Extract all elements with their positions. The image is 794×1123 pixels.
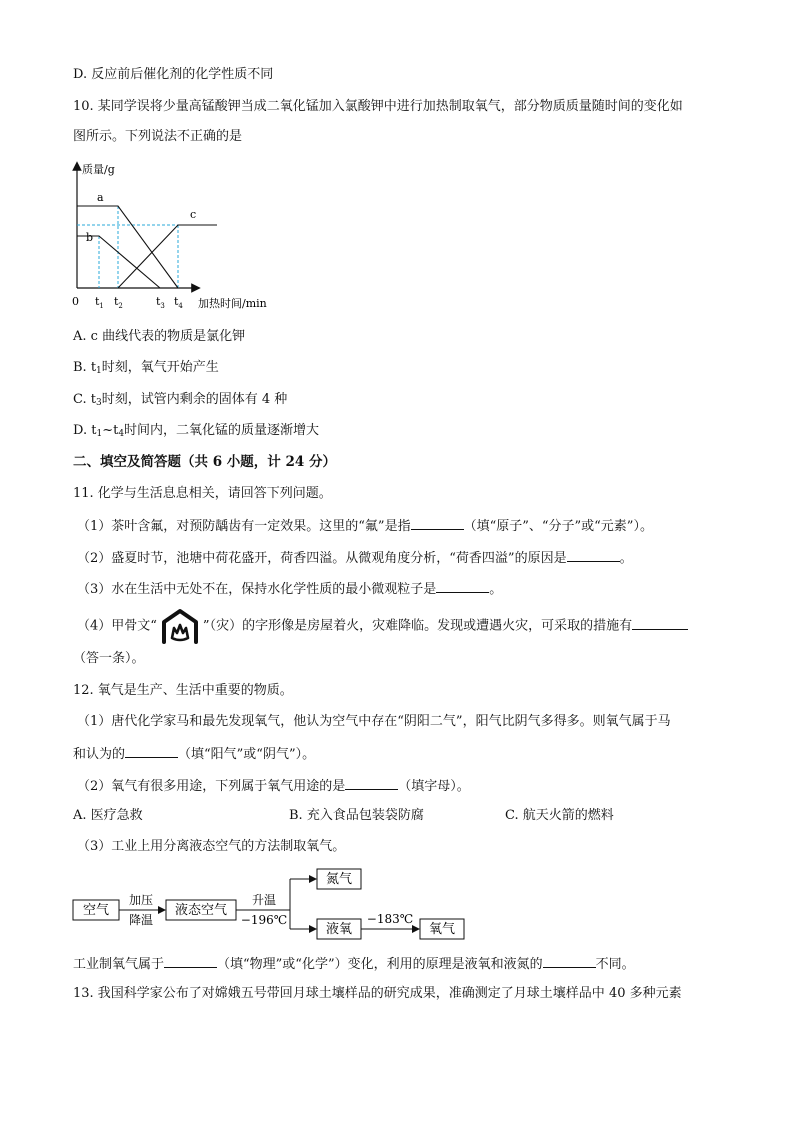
origin-label: 0 xyxy=(72,295,79,308)
box-liquid-oxygen-label: 液氧 xyxy=(325,922,353,937)
arrow3-top-label: −183℃ xyxy=(366,912,414,926)
q11-part2-blank[interactable] xyxy=(567,548,620,562)
q10-stem-line2: 图所示。下列说法不正确的是 xyxy=(73,129,243,144)
section-2-heading: 二、填空及简答题（共 6 小题，计 24 分） xyxy=(73,454,336,470)
q12-part1-blank[interactable] xyxy=(125,744,178,758)
x-axis-label: 加热时间/min xyxy=(198,297,267,310)
q12-stem: 12. 氧气是生产、生活中重要的物质。 xyxy=(73,683,293,698)
q11-part4: （4）甲骨文“ ”（灾）的字形像是房屋着火，灾难降临。发现或遭遇火灾，可采取的措施有 xyxy=(77,608,688,645)
tick-t2: $t_2$ xyxy=(114,295,123,310)
q13-stem: 13. 我国科学家公布了对嫦娥五号带回月球土壤样品的研究成果，准确测定了月球土壤样品中 40 多种元素 xyxy=(73,986,682,1001)
q10-stem-line1: 10. 某同学误将少量高锰酸钾当成二氧化锰加入氯酸钾中进行加热制取氧气，部分物质质量随时间的变化如 xyxy=(73,99,683,114)
q11-part2: （2）盛夏时节，池塘中荷花盛开，荷香四溢。从微观角度分析，“荷香四溢”的原因是 。 xyxy=(77,548,633,568)
box-oxygen-label: 氧气 xyxy=(428,922,456,937)
q11-part1-blank[interactable] xyxy=(411,516,464,530)
q12-part1-line1: （1）唐代化学家马和最先发现氧气，他认为空气中存在“阴阳二气”，阳气比阴气多得多。则氧气属于马 xyxy=(77,714,671,729)
q11-stem: 11. 化学与生活息息相关，请回答下列问题。 xyxy=(73,486,332,501)
q10-option-c: C. $t_3$时刻，试管内剩余的固体有 4 种 xyxy=(73,392,288,408)
q11-part4-blank[interactable] xyxy=(632,616,688,630)
q10-mass-time-graph xyxy=(66,158,291,318)
tick-t3: $t_3$ xyxy=(156,295,165,310)
curve-a xyxy=(77,206,178,288)
q12-part3-blank2[interactable] xyxy=(543,954,596,968)
box-nitrogen-label: 氮气 xyxy=(325,872,353,887)
q11-part3-blank[interactable] xyxy=(436,579,489,593)
q11-part3: （3）水在生活中无处不在，保持水化学性质的最小微观粒子是 。 xyxy=(77,579,502,599)
q10-option-d: D. $t_1\sim t_4$时间内，二氧化锰的质量逐渐增大 xyxy=(73,423,320,439)
tick-t1: $t_1$ xyxy=(95,295,104,310)
q10-option-b: B. $t_1$时刻，氧气开始产生 xyxy=(73,360,219,376)
y-axis-label: 质量/g xyxy=(82,163,115,176)
q12-part1-line2: 和认为的 （填“阳气”或“阴气”）。 xyxy=(73,744,315,764)
curve-c xyxy=(118,225,217,288)
curve-b-label: b xyxy=(86,231,94,244)
box-air-label: 空气 xyxy=(82,903,110,918)
curve-a-label: a xyxy=(97,191,104,204)
q9-option-d: D. 反应前后催化剂的化学性质不同 xyxy=(73,67,274,82)
q10-option-a: A. c 曲线代表的物质是氯化钾 xyxy=(73,329,246,344)
q11-part4-note: （答一条）。 xyxy=(73,651,145,666)
oracle-bone-fire-house-icon xyxy=(158,608,202,644)
q11-part1: （1）茶叶含氟，对预防龋齿有一定效果。这里的“氟”是指 （填“原子”、“分子”或“元素”）。 xyxy=(77,516,653,536)
q12-part3-answer: 工业制氧气属于 （填“物理”或“化学”）变化，利用的原理是液氧和液氮的 不同。 xyxy=(73,954,635,974)
curve-c-label: c xyxy=(190,208,197,221)
arrow1-bottom-label: 降温 xyxy=(128,913,154,927)
q12-option-b: B. 充入食品包装袋防腐 xyxy=(289,808,424,823)
box-liquid-air-label: 液态空气 xyxy=(174,903,228,918)
q12-option-a: A. 医疗急救 xyxy=(73,808,143,823)
tick-t4: $t_4$ xyxy=(174,295,183,310)
q12-air-separation-flowchart xyxy=(70,864,470,944)
q12-option-c: C. 航天火箭的燃料 xyxy=(505,808,614,823)
q12-part2: （2）氧气有很多用途，下列属于氧气用途的是 （填字母）。 xyxy=(77,776,470,796)
arrow2-bottom-label: −196℃ xyxy=(240,913,288,927)
arrow2-top-label: 升温 xyxy=(251,893,277,907)
q12-part3-blank1[interactable] xyxy=(164,954,217,968)
q12-part2-blank[interactable] xyxy=(345,776,398,790)
q12-part3: （3）工业上用分离液态空气的方法制取氧气。 xyxy=(77,839,346,854)
arrow1-top-label: 加压 xyxy=(128,893,154,907)
